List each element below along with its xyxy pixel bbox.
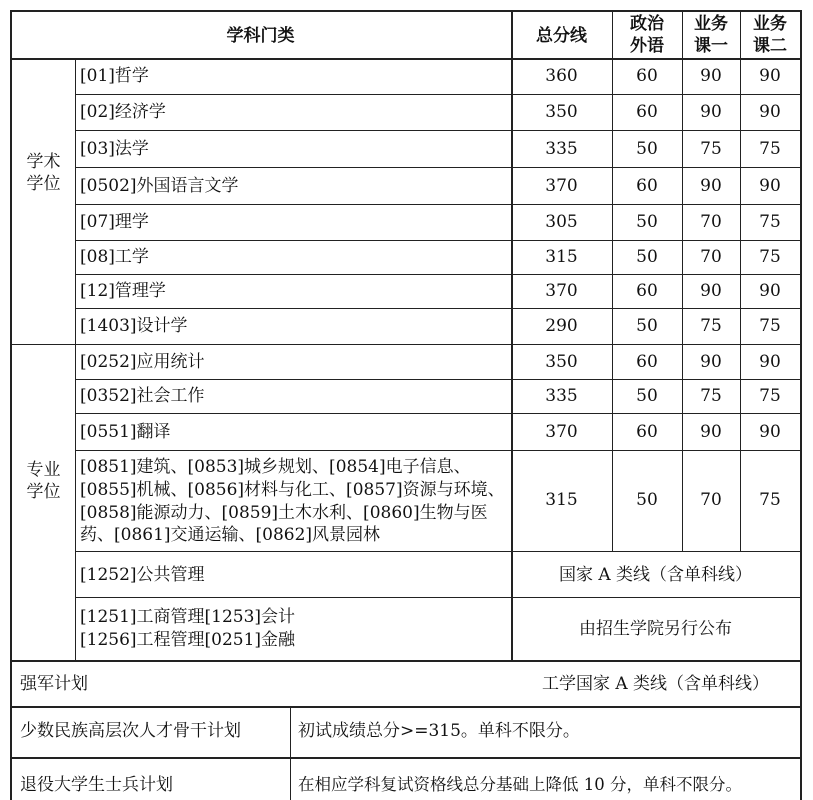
row-divider bbox=[10, 58, 802, 60]
header-total: 总分线 bbox=[536, 26, 587, 46]
cell-course1: 70 bbox=[700, 247, 722, 267]
table-row-name: [02]经济学 bbox=[80, 102, 166, 122]
cell-course2: 75 bbox=[759, 316, 781, 336]
row-divider bbox=[75, 274, 802, 275]
cell-politics: 50 bbox=[636, 247, 658, 267]
cell-total: 335 bbox=[545, 386, 578, 406]
cell-politics: 50 bbox=[636, 490, 658, 510]
cell-course2: 90 bbox=[759, 281, 781, 301]
cell-total: 335 bbox=[545, 139, 578, 159]
cell-course2: 90 bbox=[759, 102, 781, 122]
engineering-line-2: [0855]机械、[0856]材料与化工、[0857]资源与环境、 bbox=[80, 480, 505, 500]
col-divider bbox=[75, 58, 76, 660]
minority-value: 初试成绩总分>=315。单科不限分。 bbox=[298, 721, 580, 741]
header-course1-2: 课一 bbox=[694, 36, 728, 56]
table-row-name: [1403]设计学 bbox=[80, 316, 188, 336]
cell-total: 350 bbox=[545, 352, 578, 372]
cell-course1: 90 bbox=[700, 281, 722, 301]
business-value: 由招生学院另行公布 bbox=[579, 619, 732, 639]
row-divider bbox=[10, 660, 802, 662]
cell-politics: 50 bbox=[636, 316, 658, 336]
group-academic-2: 学位 bbox=[26, 174, 61, 194]
cell-politics: 60 bbox=[636, 422, 658, 442]
group-academic-1: 学术 bbox=[26, 152, 61, 172]
cell-total: 360 bbox=[545, 66, 578, 86]
row-divider bbox=[75, 130, 802, 131]
cell-course1: 90 bbox=[700, 102, 722, 122]
cell-course2: 90 bbox=[759, 422, 781, 442]
row-divider bbox=[10, 757, 802, 759]
strong-army-value: 工学国家 A 类线（含单科线） bbox=[541, 674, 770, 694]
group-professional-2: 学位 bbox=[26, 482, 61, 502]
cell-course1: 90 bbox=[700, 176, 722, 196]
header-course2-1: 业务 bbox=[753, 14, 787, 34]
header-politics-1: 政治 bbox=[630, 14, 664, 34]
table-border-right bbox=[800, 10, 802, 800]
group-professional-1: 专业 bbox=[26, 460, 61, 480]
business-line-2: [1256]工程管理[0251]金融 bbox=[80, 630, 296, 650]
public-admin-name: [1252]公共管理 bbox=[80, 565, 205, 585]
cell-politics: 60 bbox=[636, 102, 658, 122]
cell-politics: 50 bbox=[636, 386, 658, 406]
table-row-name: [0252]应用统计 bbox=[80, 352, 205, 372]
header-course1-1: 业务 bbox=[694, 14, 728, 34]
public-admin-value: 国家 A 类线（含单科线） bbox=[558, 565, 753, 585]
veteran-value: 在相应学科复试资格线总分基础上降低 10 分，单科不限分。 bbox=[298, 775, 742, 794]
cell-total: 370 bbox=[545, 176, 578, 196]
cell-politics: 60 bbox=[636, 176, 658, 196]
row-divider bbox=[75, 413, 802, 414]
cell-course1: 70 bbox=[700, 490, 722, 510]
cell-course1: 75 bbox=[700, 316, 722, 336]
cell-politics: 50 bbox=[636, 139, 658, 159]
row-divider bbox=[75, 94, 802, 95]
cell-total: 315 bbox=[545, 247, 578, 267]
minority-name: 少数民族高层次人才骨干计划 bbox=[20, 721, 241, 741]
engineering-line-1: [0851]建筑、[0853]城乡规划、[0854]电子信息、 bbox=[80, 457, 471, 477]
business-line-1: [1251]工商管理[1253]会计 bbox=[80, 607, 296, 627]
cell-politics: 60 bbox=[636, 352, 658, 372]
row-divider bbox=[75, 597, 802, 598]
cell-course2: 75 bbox=[759, 386, 781, 406]
cell-total: 305 bbox=[545, 212, 578, 232]
table-row-name: [07]理学 bbox=[80, 212, 149, 232]
cell-course2: 75 bbox=[759, 490, 781, 510]
table-row-name: [03]法学 bbox=[80, 139, 149, 159]
cell-course1: 90 bbox=[700, 352, 722, 372]
table-row-name: [0352]社会工作 bbox=[80, 386, 205, 406]
row-divider bbox=[75, 204, 802, 205]
table-row-name: [01]哲学 bbox=[80, 66, 149, 86]
row-divider bbox=[10, 706, 802, 708]
cell-course2: 90 bbox=[759, 176, 781, 196]
cell-course1: 75 bbox=[700, 139, 722, 159]
table-border-top bbox=[10, 10, 802, 12]
cell-politics: 60 bbox=[636, 281, 658, 301]
table-row-name: [0551]翻译 bbox=[80, 422, 171, 442]
cell-politics: 60 bbox=[636, 66, 658, 86]
cell-course1: 90 bbox=[700, 66, 722, 86]
header-category: 学科门类 bbox=[226, 26, 295, 46]
engineering-line-3: [0858]能源动力、[0859]土木水利、[0860]生物与医 bbox=[80, 503, 488, 523]
col-divider bbox=[290, 706, 291, 800]
header-course2-2: 课二 bbox=[753, 36, 787, 56]
table-border-left bbox=[10, 10, 12, 800]
cell-total: 290 bbox=[545, 316, 578, 336]
veteran-name: 退役大学生士兵计划 bbox=[20, 775, 173, 795]
row-divider bbox=[75, 551, 802, 552]
cell-course1: 75 bbox=[700, 386, 722, 406]
cell-course2: 90 bbox=[759, 352, 781, 372]
row-divider bbox=[75, 167, 802, 168]
row-divider bbox=[75, 379, 802, 380]
cell-course1: 70 bbox=[700, 212, 722, 232]
row-divider bbox=[75, 240, 802, 241]
table-row-name: [0502]外国语言文学 bbox=[80, 176, 239, 196]
strong-army-name: 强军计划 bbox=[20, 674, 88, 694]
engineering-line-4: 药、[0861]交通运输、[0862]风景园林 bbox=[80, 525, 381, 545]
cell-course2: 90 bbox=[759, 66, 781, 86]
cell-total: 370 bbox=[545, 281, 578, 301]
table-row-name: [08]工学 bbox=[80, 247, 149, 267]
cell-total: 315 bbox=[545, 490, 578, 510]
cell-total: 370 bbox=[545, 422, 578, 442]
cell-total: 350 bbox=[545, 102, 578, 122]
row-divider bbox=[75, 450, 802, 451]
table-row-name: [12]管理学 bbox=[80, 281, 166, 301]
cell-course2: 75 bbox=[759, 139, 781, 159]
header-politics-2: 外语 bbox=[630, 36, 664, 56]
cell-course2: 75 bbox=[759, 212, 781, 232]
row-divider bbox=[75, 308, 802, 309]
row-divider bbox=[10, 344, 802, 345]
cell-course1: 90 bbox=[700, 422, 722, 442]
cell-politics: 50 bbox=[636, 212, 658, 232]
cell-course2: 75 bbox=[759, 247, 781, 267]
